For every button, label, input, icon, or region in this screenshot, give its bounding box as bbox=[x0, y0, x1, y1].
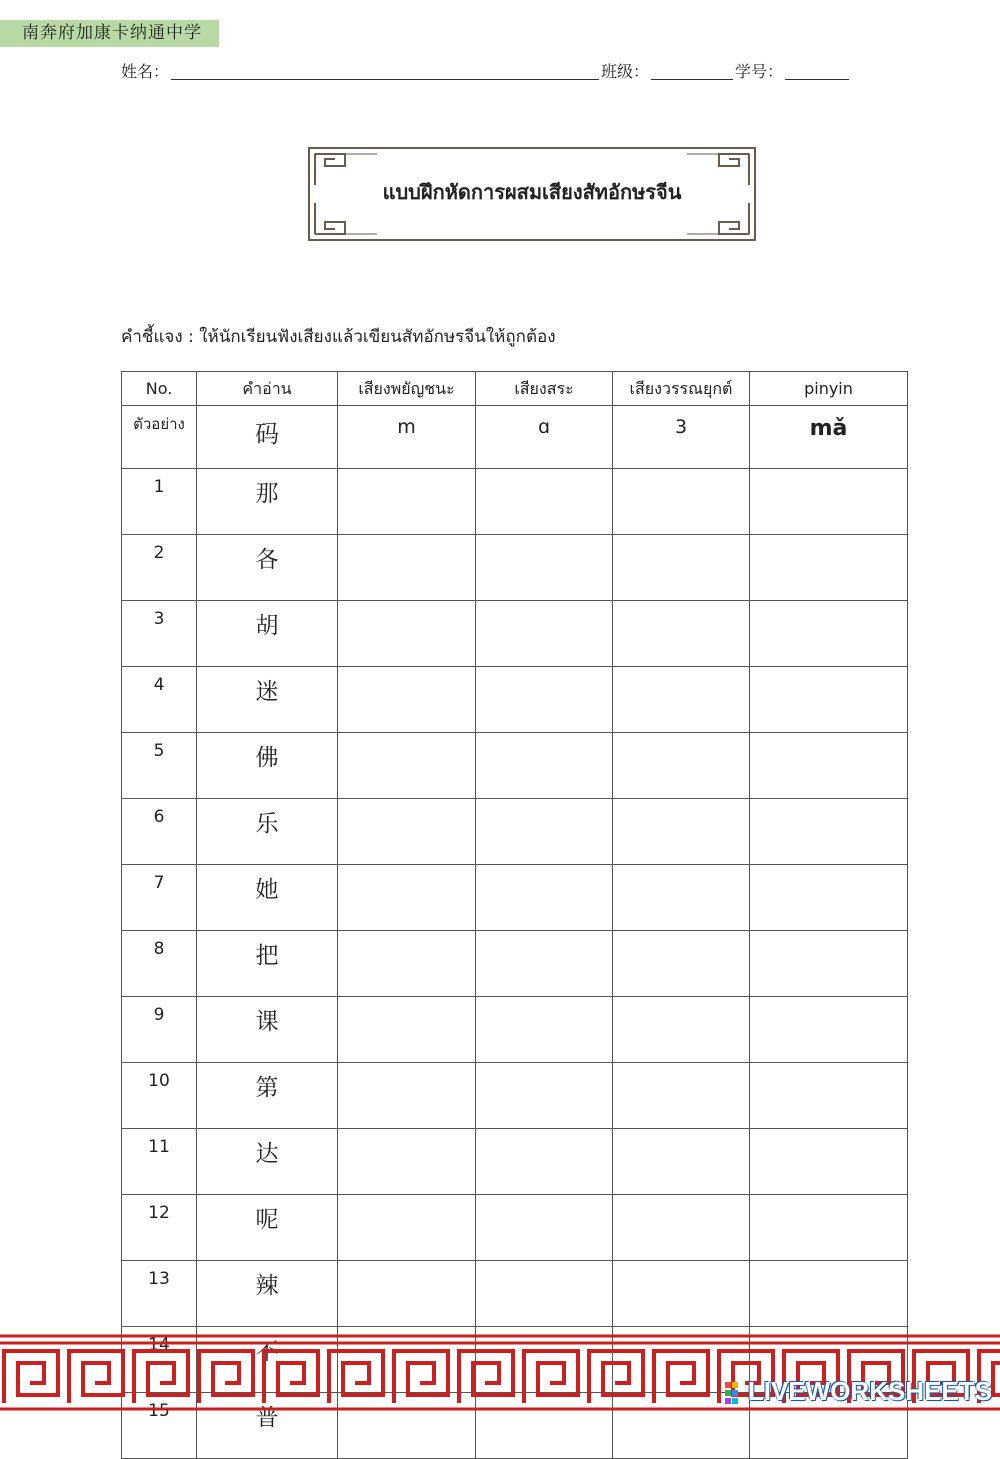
answer-final-cell[interactable] bbox=[476, 1063, 613, 1129]
answer-tone-cell[interactable] bbox=[613, 535, 750, 601]
answer-pinyin-cell[interactable] bbox=[750, 799, 908, 865]
instruction-text: คำชี้แจง : ให้นักเรียนฟังเสียงแล้วเขียนสัทอักษรจีนให้ถูกต้อง bbox=[121, 327, 556, 347]
table-row bbox=[122, 469, 908, 535]
example-initial: m bbox=[338, 406, 476, 469]
answer-final-cell[interactable] bbox=[476, 1195, 613, 1261]
table-header-row bbox=[122, 372, 908, 406]
row-char: 各 bbox=[197, 535, 338, 601]
table-row bbox=[122, 1261, 908, 1327]
table-row bbox=[122, 931, 908, 997]
row-char: 普 bbox=[197, 1393, 338, 1459]
class-label: 班级： bbox=[601, 62, 650, 81]
answer-pinyin-cell[interactable] bbox=[750, 535, 908, 601]
fret-motif bbox=[134, 1351, 188, 1403]
answer-tone-cell[interactable] bbox=[613, 865, 750, 931]
answer-tone-cell[interactable] bbox=[613, 1063, 750, 1129]
header-initial: เสียงพยัญชนะ bbox=[338, 372, 476, 406]
number-label: 学号： bbox=[735, 62, 784, 81]
answer-final-cell[interactable] bbox=[476, 931, 613, 997]
answer-tone-cell[interactable] bbox=[613, 931, 750, 997]
header-final: เสียงสระ bbox=[476, 372, 613, 406]
answer-tone-cell[interactable] bbox=[613, 601, 750, 667]
row-number: 9 bbox=[122, 997, 197, 1063]
example-char: 码 bbox=[197, 406, 338, 469]
fret-motif bbox=[459, 1351, 513, 1403]
row-char: 那 bbox=[197, 469, 338, 535]
fret-motif bbox=[4, 1351, 58, 1403]
answer-initial-cell[interactable] bbox=[338, 667, 476, 733]
student-info-line bbox=[121, 60, 881, 84]
answer-initial-cell[interactable] bbox=[338, 733, 476, 799]
row-number: 7 bbox=[122, 865, 197, 931]
answer-initial-cell[interactable] bbox=[338, 601, 476, 667]
table-row bbox=[122, 1063, 908, 1129]
title-frame bbox=[307, 145, 757, 243]
answer-initial-cell[interactable] bbox=[338, 1195, 476, 1261]
answer-final-cell[interactable] bbox=[476, 601, 613, 667]
answer-final-cell[interactable] bbox=[476, 799, 613, 865]
answer-final-cell[interactable] bbox=[476, 535, 613, 601]
row-char: 她 bbox=[197, 865, 338, 931]
row-char: 辣 bbox=[197, 1261, 338, 1327]
row-char: 把 bbox=[197, 931, 338, 997]
answer-tone-cell[interactable] bbox=[613, 667, 750, 733]
table-row bbox=[122, 733, 908, 799]
answer-tone-cell[interactable] bbox=[613, 1261, 750, 1327]
table-row bbox=[122, 799, 908, 865]
fret-motif bbox=[654, 1351, 708, 1403]
answer-pinyin-cell[interactable] bbox=[750, 733, 908, 799]
row-number: 12 bbox=[122, 1195, 197, 1261]
answer-initial-cell[interactable] bbox=[338, 997, 476, 1063]
answer-pinyin-cell[interactable] bbox=[750, 667, 908, 733]
row-number: 3 bbox=[122, 601, 197, 667]
row-number: 8 bbox=[122, 931, 197, 997]
answer-pinyin-cell[interactable] bbox=[750, 1195, 908, 1261]
liveworksheets-watermark bbox=[724, 1376, 992, 1407]
answer-initial-cell[interactable] bbox=[338, 1261, 476, 1327]
answer-pinyin-cell[interactable] bbox=[750, 469, 908, 535]
row-char: 胡 bbox=[197, 601, 338, 667]
fret-motif bbox=[69, 1351, 123, 1403]
pinyin-worksheet-table bbox=[121, 371, 908, 1459]
row-char: 第 bbox=[197, 1063, 338, 1129]
answer-pinyin-cell[interactable] bbox=[750, 601, 908, 667]
header-pinyin: pinyin bbox=[750, 372, 908, 406]
class-blank[interactable] bbox=[651, 63, 733, 80]
row-char: 乐 bbox=[197, 799, 338, 865]
example-tone: 3 bbox=[613, 406, 750, 469]
row-char: 佛 bbox=[197, 733, 338, 799]
answer-tone-cell[interactable] bbox=[613, 799, 750, 865]
example-row bbox=[122, 406, 908, 469]
row-number: 10 bbox=[122, 1063, 197, 1129]
row-number: 1 bbox=[122, 469, 197, 535]
school-name-tag: 南奔府加康卡纳通中学 bbox=[0, 20, 219, 47]
answer-pinyin-cell[interactable] bbox=[750, 865, 908, 931]
table-row bbox=[122, 535, 908, 601]
answer-tone-cell[interactable] bbox=[613, 1195, 750, 1261]
fret-motif bbox=[329, 1351, 383, 1403]
fret-motif bbox=[589, 1351, 643, 1403]
answer-tone-cell[interactable] bbox=[613, 997, 750, 1063]
answer-tone-cell[interactable] bbox=[613, 469, 750, 535]
example-final: ɑ bbox=[476, 406, 613, 469]
answer-final-cell[interactable] bbox=[476, 1129, 613, 1195]
number-blank[interactable] bbox=[785, 63, 849, 80]
answer-initial-cell[interactable] bbox=[338, 799, 476, 865]
answer-pinyin-cell[interactable] bbox=[750, 1063, 908, 1129]
row-number: 4 bbox=[122, 667, 197, 733]
row-number: 6 bbox=[122, 799, 197, 865]
answer-initial-cell[interactable] bbox=[338, 931, 476, 997]
row-number: 13 bbox=[122, 1261, 197, 1327]
row-char: 达 bbox=[197, 1129, 338, 1195]
answer-initial-cell[interactable] bbox=[338, 469, 476, 535]
answer-tone-cell[interactable] bbox=[613, 1129, 750, 1195]
row-char: 迷 bbox=[197, 667, 338, 733]
table-row bbox=[122, 1195, 908, 1261]
example-pinyin: mǎ bbox=[750, 406, 908, 469]
answer-pinyin-cell[interactable] bbox=[750, 931, 908, 997]
example-label: ตัวอย่าง bbox=[122, 406, 197, 469]
table-row bbox=[122, 667, 908, 733]
answer-tone-cell[interactable] bbox=[613, 733, 750, 799]
liveworksheets-logo-icon bbox=[724, 1381, 746, 1405]
table-row bbox=[122, 865, 908, 931]
table-row bbox=[122, 601, 908, 667]
row-number: 15 bbox=[122, 1393, 197, 1459]
header-reading: คำอ่าน bbox=[197, 372, 338, 406]
fret-motif bbox=[264, 1351, 318, 1403]
row-char: 呢 bbox=[197, 1195, 338, 1261]
answer-pinyin-cell[interactable] bbox=[750, 997, 908, 1063]
answer-initial-cell[interactable] bbox=[338, 535, 476, 601]
answer-initial-cell[interactable] bbox=[338, 865, 476, 931]
fret-motif bbox=[394, 1351, 448, 1403]
name-blank[interactable] bbox=[171, 63, 599, 80]
answer-final-cell[interactable] bbox=[476, 667, 613, 733]
row-number: 5 bbox=[122, 733, 197, 799]
header-tone: เสียงวรรณยุกต์ bbox=[613, 372, 750, 406]
worksheet-title: แบบฝึกหัดการผสมเสียงสัทอักษรจีน bbox=[382, 180, 682, 204]
answer-final-cell[interactable] bbox=[476, 1261, 613, 1327]
row-number: 2 bbox=[122, 535, 197, 601]
header-no: No. bbox=[122, 372, 197, 406]
answer-pinyin-cell[interactable] bbox=[750, 1261, 908, 1327]
row-number: 11 bbox=[122, 1129, 197, 1195]
watermark-text: LIVEWORKSHEETS bbox=[747, 1376, 992, 1406]
answer-final-cell[interactable] bbox=[476, 997, 613, 1063]
answer-final-cell[interactable] bbox=[476, 865, 613, 931]
answer-initial-cell[interactable] bbox=[338, 1063, 476, 1129]
fret-motif bbox=[524, 1351, 578, 1403]
row-char: 课 bbox=[197, 997, 338, 1063]
table-row bbox=[122, 997, 908, 1063]
row-number: 14 bbox=[122, 1327, 197, 1393]
table-row bbox=[122, 1129, 908, 1195]
name-label: 姓名： bbox=[121, 62, 170, 81]
fret-motif bbox=[199, 1351, 253, 1403]
answer-final-cell[interactable] bbox=[476, 733, 613, 799]
row-char: 不 bbox=[197, 1327, 338, 1393]
answer-pinyin-cell[interactable] bbox=[750, 1129, 908, 1195]
answer-initial-cell[interactable] bbox=[338, 1129, 476, 1195]
answer-final-cell[interactable] bbox=[476, 469, 613, 535]
